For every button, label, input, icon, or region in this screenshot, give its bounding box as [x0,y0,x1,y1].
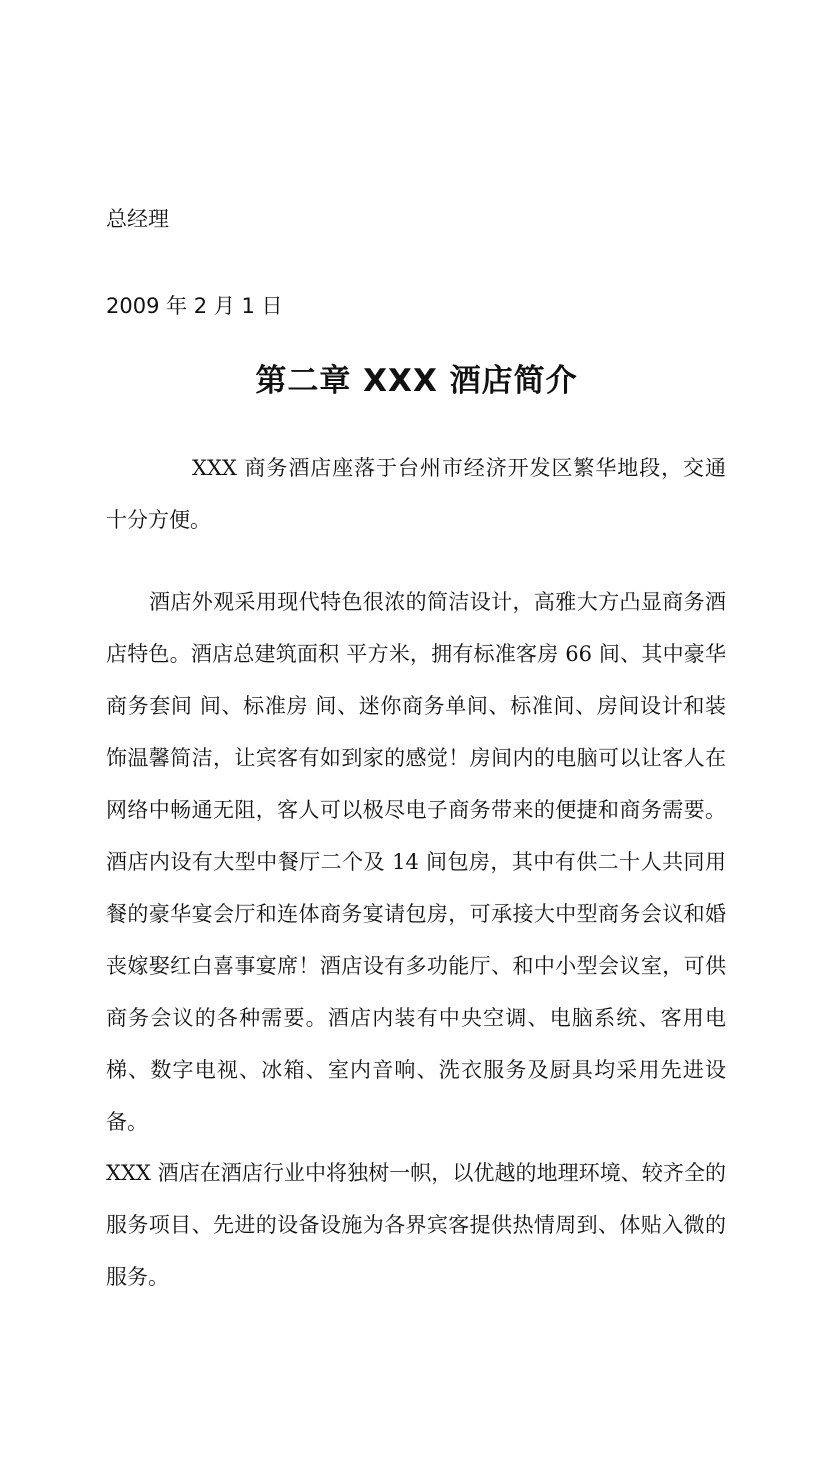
paragraph-location: XXX 商务酒店座落于台州市经济开发区繁华地段，交通十分方便。 [106,456,726,532]
paragraph-facilities: 酒店外观采用现代特色很浓的简洁设计，高雅大方凸显商务酒店特色。酒店总建筑面积 平方米，拥有标准客房 66 间、其中豪华商务套间 间、标准房 间、迷你商务单间、标准间、房间设计和装饰温馨简洁，让宾客有如到家的感觉！房间内的电脑可以让客人在网络中畅通无阻，客人可以极尽电子商务带来的便捷和商务需要。酒店内设有大型中餐厅二个及 14 间包房，其中有供二十人共同用餐的豪华宴会厅和连体商务宴请包房，可承接大中型商务会议和婚丧嫁娶红白喜事宴席！酒店设有多功能厅、和中小型会议室，可供商务会议的各种需要。酒店内装有中央空调、电脑系统、客用电梯、数字电视、冰箱、室内音响、洗衣服务及厨具均采用先进设备。 [106,590,726,1134]
document-date: 2009 年 2 月 1 日 [106,294,283,318]
signer-title: 总经理 [106,207,169,231]
chapter-title: 第二章 XXX 酒店简介 [255,363,578,399]
paragraph-service: XXX 酒店在酒店行业中将独树一帜，以优越的地理环境、较齐全的服务项目、先进的设备设施为各界宾客提供热情周到、体贴入微的服务。 [106,1161,726,1289]
